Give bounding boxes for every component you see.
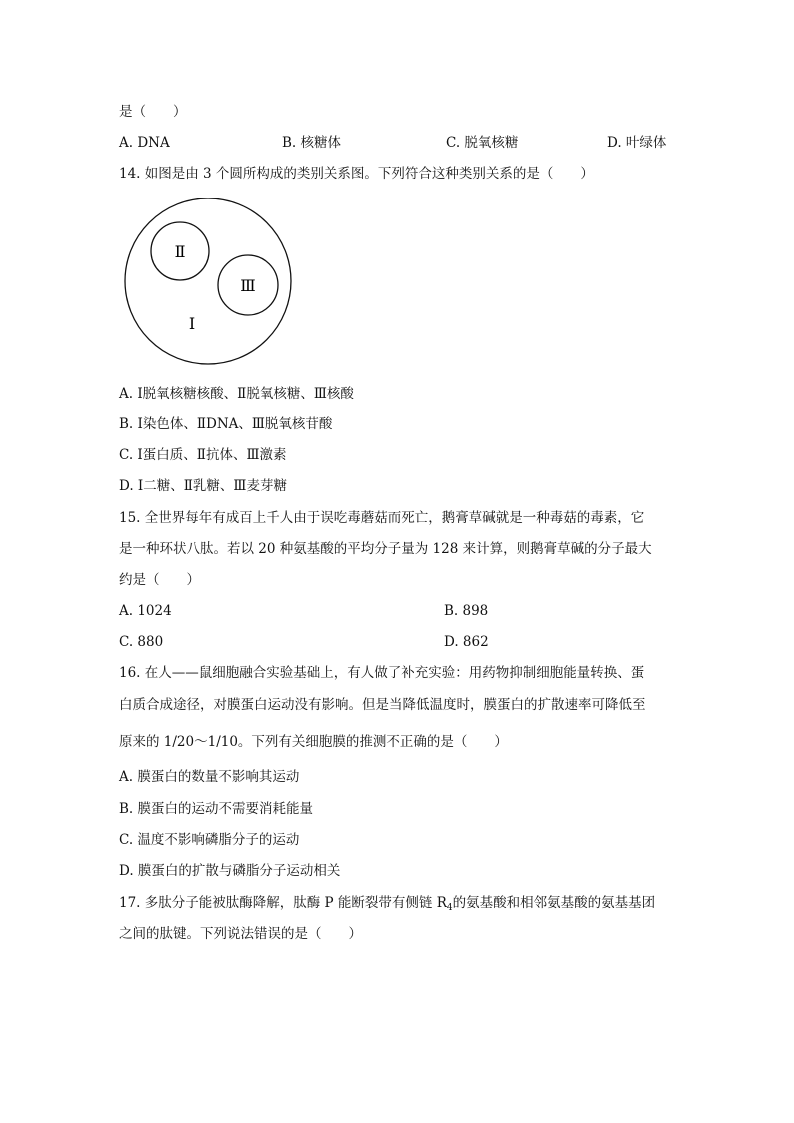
q14-option-d: D. Ⅰ二糖、Ⅱ乳糖、Ⅲ麦芽糖: [119, 478, 287, 494]
q14-stem: 14. 如图是由 3 个圆所构成的类别关系图。下列符合这种类别关系的是（ ）: [119, 166, 594, 182]
q17-text-a: 17. 多肽分子能被肽酶降解，肽酶 P 能断裂带有侧链 R: [119, 895, 447, 911]
q14-option-c: C. Ⅰ蛋白质、Ⅱ抗体、Ⅲ激素: [119, 447, 287, 463]
q15-option-b: B. 898: [444, 603, 489, 619]
q16-stem-line1: 16. 在人——鼠细胞融合实验基础上，有人做了补充实验：用药物抑制细胞能量转换、蛋: [119, 665, 645, 681]
label-iii: Ⅲ: [240, 278, 256, 295]
q15-stem-line2: 是一种环状八肽。若以 20 种氨基酸的平均分子量为 128 来计算，则鹅膏草碱的分子最大: [119, 541, 652, 557]
q16-option-d: D. 膜蛋白的扩散与磷脂分子运动相关: [119, 863, 341, 879]
q15-option-d: D. 862: [444, 634, 489, 650]
q16-option-c: C. 温度不影响磷脂分子的运动: [119, 832, 300, 848]
q16-stem-line3: 原来的 1/20～1/10。下列有关细胞膜的推测不正确的是（ ）: [119, 734, 508, 750]
q17-stem-line2: 之间的肽键。下列说法错误的是（ ）: [119, 926, 362, 942]
q14-option-a: A. Ⅰ脱氧核糖核酸、Ⅱ脱氧核糖、Ⅲ核酸: [119, 386, 354, 402]
q15-stem-line3: 约是（ ）: [119, 572, 200, 588]
label-i: Ⅰ: [188, 316, 196, 333]
q15-option-c: C. 880: [119, 634, 164, 650]
q13-option-b: B. 核糖体: [282, 135, 342, 151]
q16-option-b: B. 膜蛋白的运动不需要消耗能量: [119, 801, 314, 817]
outer-circle-i: [125, 198, 291, 364]
q13-stem-tail: 是（ ）: [119, 104, 187, 120]
label-ii: Ⅱ: [174, 244, 186, 261]
q17-text-b: 的氨基酸和相邻氨基酸的氨基基团: [452, 895, 656, 911]
q14-option-b: B. Ⅰ染色体、ⅡDNA、Ⅲ脱氧核苷酸: [119, 416, 333, 432]
q15-stem-line1: 15. 全世界每年有成百上千人由于误吃毒蘑菇而死亡，鹅膏草碱就是一种毒菇的毒素，它: [119, 510, 645, 526]
q15-option-a: A. 1024: [119, 603, 172, 619]
q16-option-a: A. 膜蛋白的数量不影响其运动: [119, 769, 300, 785]
q16-stem-line2: 白质合成途径，对膜蛋白运动没有影响。但是当降低温度时，膜蛋白的扩散速率可降低至: [119, 697, 646, 713]
q13-option-a: A. DNA: [119, 135, 170, 151]
q13-option-c: C. 脱氧核糖: [446, 135, 519, 151]
q17-subscript: 4: [446, 903, 453, 913]
q13-option-d: D. 叶绿体: [607, 135, 667, 151]
q14-venn-diagram: [122, 198, 296, 368]
q17-stem-line1: [119, 894, 655, 917]
